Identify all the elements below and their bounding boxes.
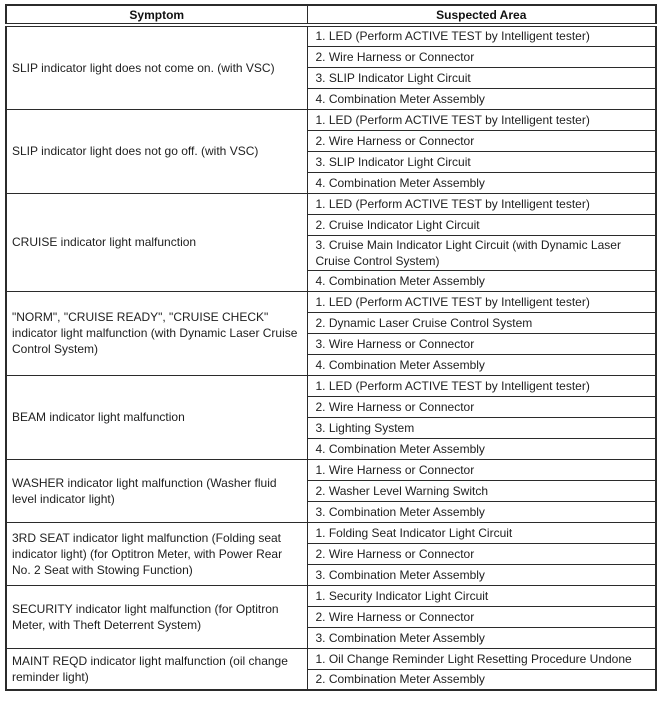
suspected-area-cell: 3. Combination Meter Assembly [307,564,656,585]
suspected-area-cell: 4. Combination Meter Assembly [307,354,656,375]
column-header-symptom: Symptom [6,5,307,25]
table-row [6,25,656,46]
table-row [6,375,656,396]
suspected-area-cell: 2. Wire Harness or Connector [307,130,656,151]
table-row [6,109,656,130]
symptom-cell: BEAM indicator light malfunction [6,375,307,459]
symptom-cell: SLIP indicator light does not go off. (with VSC) [6,109,307,193]
suspected-area-cell: 3. SLIP Indicator Light Circuit [307,67,656,88]
suspected-area-cell: 2. Cruise Indicator Light Circuit [307,214,656,235]
symptom-cell: WASHER indicator light malfunction (Washer fluid level indicator light) [6,459,307,522]
suspected-area-cell: 1. LED (Perform ACTIVE TEST by Intelligent tester) [307,375,656,396]
suspected-area-cell: 3. Cruise Main Indicator Light Circuit (with Dynamic Laser Cruise Control System) [307,235,656,270]
suspected-area-cell: 4. Combination Meter Assembly [307,88,656,109]
suspected-area-cell: 1. LED (Perform ACTIVE TEST by Intelligent tester) [307,291,656,312]
suspected-area-cell: 2. Combination Meter Assembly [307,669,656,690]
suspected-area-cell: 3. Wire Harness or Connector [307,333,656,354]
suspected-area-cell: 4. Combination Meter Assembly [307,270,656,291]
symptom-cell: SLIP indicator light does not come on. (with VSC) [6,25,307,109]
suspected-area-cell: 1. Wire Harness or Connector [307,459,656,480]
symptom-cell: 3RD SEAT indicator light malfunction (Folding seat indicator light) (for Optitron Meter, with Power Rear No. 2 Seat with Stowing Function) [6,522,307,585]
suspected-area-cell: 3. Combination Meter Assembly [307,627,656,648]
table-row [6,585,656,606]
suspected-area-cell: 1. Oil Change Reminder Light Resetting Procedure Undone [307,648,656,669]
suspected-area-cell: 2. Wire Harness or Connector [307,543,656,564]
suspected-area-cell: 1. LED (Perform ACTIVE TEST by Intelligent tester) [307,193,656,214]
suspected-area-cell: 2. Wire Harness or Connector [307,46,656,67]
symptom-diagnostic-table [5,4,657,691]
table-row [6,459,656,480]
suspected-area-cell: 3. SLIP Indicator Light Circuit [307,151,656,172]
table-row [6,522,656,543]
table-row [6,648,656,669]
symptom-cell: CRUISE indicator light malfunction [6,193,307,291]
suspected-area-cell: 1. Folding Seat Indicator Light Circuit [307,522,656,543]
suspected-area-cell: 2. Wire Harness or Connector [307,606,656,627]
suspected-area-cell: 3. Combination Meter Assembly [307,501,656,522]
suspected-area-cell: 2. Wire Harness or Connector [307,396,656,417]
suspected-area-cell: 1. LED (Perform ACTIVE TEST by Intelligent tester) [307,25,656,46]
suspected-area-cell: 3. Lighting System [307,417,656,438]
suspected-area-cell: 2. Washer Level Warning Switch [307,480,656,501]
column-header-suspected-area: Suspected Area [307,5,656,25]
suspected-area-cell: 4. Combination Meter Assembly [307,172,656,193]
symptom-cell: "NORM", "CRUISE READY", "CRUISE CHECK" indicator light malfunction (with Dynamic Laser Cruise Control System) [6,291,307,375]
symptom-cell: SECURITY indicator light malfunction (for Optitron Meter, with Theft Deterrent System) [6,585,307,648]
suspected-area-cell: 1. LED (Perform ACTIVE TEST by Intelligent tester) [307,109,656,130]
suspected-area-cell: 4. Combination Meter Assembly [307,438,656,459]
suspected-area-cell: 2. Dynamic Laser Cruise Control System [307,312,656,333]
symptom-cell: MAINT REQD indicator light malfunction (oil change reminder light) [6,648,307,690]
header-row [6,5,656,25]
suspected-area-cell: 1. Security Indicator Light Circuit [307,585,656,606]
table-row [6,291,656,312]
table-row [6,193,656,214]
